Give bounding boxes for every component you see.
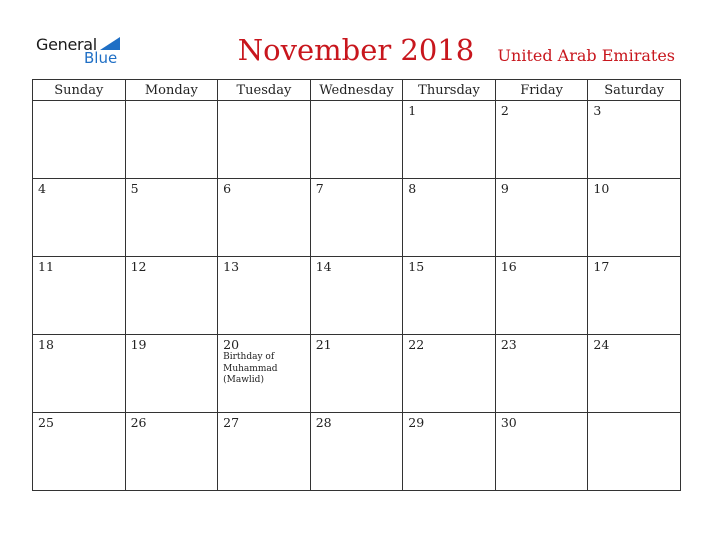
day-cell	[588, 257, 681, 335]
day-cell	[218, 101, 311, 179]
day-number: 7	[315, 181, 324, 196]
day-number: 16	[500, 259, 517, 274]
day-number: 30	[500, 415, 517, 430]
day-number: 24	[593, 337, 610, 352]
day-number: 17	[593, 259, 610, 274]
day-number: 9	[500, 181, 509, 196]
day-cell	[588, 335, 681, 413]
day-cell	[588, 179, 681, 257]
day-cell	[403, 335, 496, 413]
logo-general-text: General	[36, 35, 97, 54]
day-cell	[403, 101, 496, 179]
country-label: United Arab Emirates	[497, 46, 675, 65]
day-cell	[495, 179, 588, 257]
day-number: 2	[500, 103, 509, 118]
day-number: 18	[38, 337, 54, 352]
day-number: 13	[223, 259, 240, 274]
week-row	[33, 335, 681, 413]
page-title: November 2018	[237, 33, 475, 67]
weekday-header: Saturday	[588, 80, 681, 101]
weekday-header: Friday	[495, 80, 588, 101]
day-cell	[310, 101, 403, 179]
weekday-header: Wednesday	[310, 80, 403, 101]
weekday-header: Thursday	[403, 80, 496, 101]
day-number: 20	[223, 337, 240, 352]
day-number: 15	[408, 259, 425, 274]
day-cell	[125, 413, 218, 491]
week-row	[33, 413, 681, 491]
day-cell	[495, 413, 588, 491]
day-cell	[310, 413, 403, 491]
weekday-header: Monday	[125, 80, 218, 101]
day-cell	[125, 335, 218, 413]
week-row	[33, 101, 681, 179]
day-cell	[310, 179, 403, 257]
week-row	[33, 257, 681, 335]
day-cell	[403, 413, 496, 491]
day-cell	[495, 335, 588, 413]
logo-blue-text: Blue	[84, 49, 118, 67]
day-cell	[33, 257, 126, 335]
day-cell	[218, 413, 311, 491]
day-cell	[33, 413, 126, 491]
weekday-header: Sunday	[33, 80, 126, 101]
day-cell	[125, 179, 218, 257]
day-cell	[125, 101, 218, 179]
holiday-event: Birthday of Muhammad (Mawlid)	[223, 352, 278, 385]
day-number: 5	[130, 181, 139, 196]
day-cell	[495, 101, 588, 179]
logo	[36, 35, 126, 69]
day-cell	[588, 413, 681, 491]
day-cell	[588, 101, 681, 179]
day-number: 26	[130, 415, 147, 430]
day-cell	[310, 335, 403, 413]
day-number: 11	[38, 259, 54, 274]
day-cell	[218, 257, 311, 335]
day-cell	[33, 335, 126, 413]
day-number: 8	[408, 181, 417, 196]
day-number: 10	[593, 181, 610, 196]
day-number: 25	[38, 415, 54, 430]
day-number: 19	[130, 337, 147, 352]
day-cell	[403, 257, 496, 335]
day-cell	[218, 179, 311, 257]
weekday-header-row	[33, 80, 681, 101]
day-number: 27	[223, 415, 240, 430]
day-number: 12	[130, 259, 147, 274]
day-number: 22	[408, 337, 425, 352]
day-cell	[495, 257, 588, 335]
day-cell	[403, 179, 496, 257]
day-number: 14	[315, 259, 332, 274]
day-number: 29	[408, 415, 425, 430]
day-cell	[218, 335, 311, 413]
day-number: 21	[315, 337, 332, 352]
day-number: 28	[315, 415, 332, 430]
day-cell	[33, 179, 126, 257]
day-cell	[125, 257, 218, 335]
day-number: 1	[408, 103, 417, 118]
day-number: 3	[593, 103, 602, 118]
calendar-grid	[32, 79, 681, 491]
day-number: 6	[223, 181, 232, 196]
day-number: 4	[38, 181, 46, 196]
day-number: 23	[500, 337, 517, 352]
day-cell	[33, 101, 126, 179]
weekday-header: Tuesday	[218, 80, 311, 101]
day-cell	[310, 257, 403, 335]
week-row	[33, 179, 681, 257]
